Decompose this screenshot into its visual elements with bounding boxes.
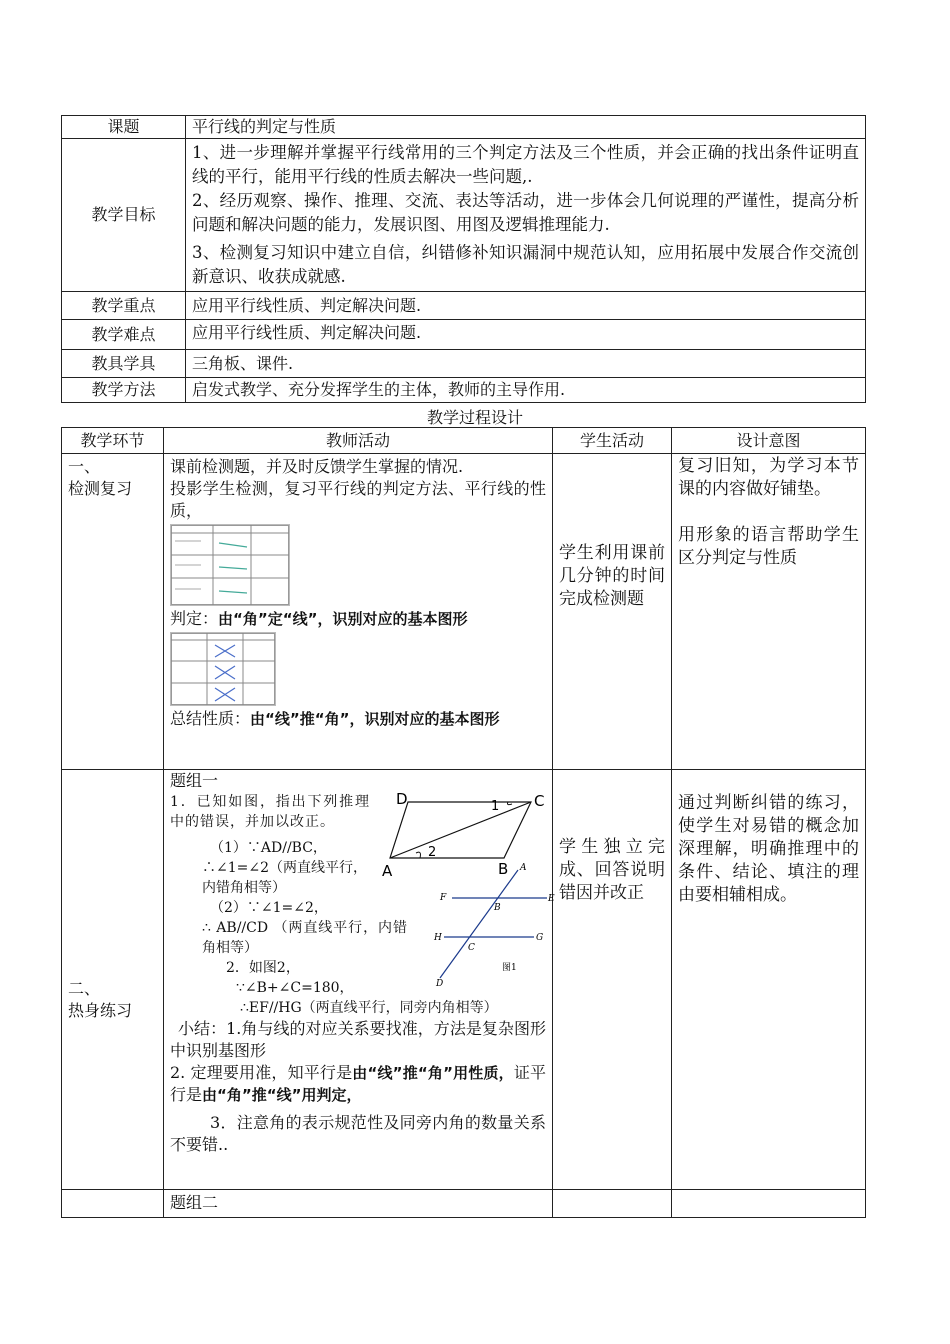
topic-label: 课题: [62, 116, 186, 139]
q2-text: 2．如图2，: [226, 960, 300, 976]
judgement-quiz-thumbnail: [170, 524, 290, 606]
group-1-title: 题组一: [170, 771, 219, 790]
fig2-label-g: G: [536, 933, 544, 943]
tools-label: 教具学具: [62, 350, 186, 378]
row1-text-1: 课前检测题，并及时反馈学生掌握的情况.: [170, 457, 464, 476]
summary-3: 3．注意角的表示规范性及同旁内角的数量关系不要错..: [170, 1113, 546, 1154]
process-title: 教学过程设计: [426, 408, 523, 427]
property-rule: 由“线”推“角”，识别对应的基本图形: [250, 710, 500, 728]
topic-value: 平行线的判定与性质: [186, 116, 866, 139]
key-label: 教学重点: [62, 292, 186, 320]
goal-2: 2、经历观察、操作、推理、交流、表达等活动，进一步体会几何说理的严谨性，提高分析问题和解决问题的能力，发展识图、用图及逻辑推理能力.: [192, 191, 859, 234]
key-value: 应用平行线性质、判定解决问题.: [186, 292, 866, 320]
goals-label: 教学目标: [62, 139, 186, 292]
row1-intent-2: 用形象的语言帮助学生区分判定与性质: [678, 525, 859, 568]
summary-2-bold-2: 由“角”推“线”用判定，: [202, 1086, 362, 1104]
stage-1-name: 检测复习: [68, 479, 133, 498]
summary-2-bold-1: 由“线”推“角”用性质，: [352, 1064, 514, 1082]
method-label: 教学方法: [62, 378, 186, 403]
summary-2-mid: 证平行是: [170, 1063, 546, 1104]
stage-1-number: 一、: [68, 457, 101, 476]
fig1-label-d: D: [396, 792, 408, 808]
fig2-label-b: B: [494, 903, 501, 913]
judge-rule: 由“角”定“线”，识别对应的基本图形: [218, 610, 468, 628]
row1-intent-1: 复习旧知，为学习本节课的内容做好铺垫。: [678, 456, 859, 499]
q1-line-b: ∴∠1=∠2（两直线平行，内错角相等）: [202, 860, 368, 896]
col-stage: 教学环节: [62, 428, 164, 454]
fig1-label-a: A: [382, 862, 393, 880]
q1-line-d: ∴ AB//CD （两直线平行，内错角相等）: [202, 920, 407, 956]
lesson-info-table: [61, 115, 866, 403]
property-quiz-thumbnail: [170, 632, 276, 706]
row1-text-2: 投影学生检测，复习平行线的判定方法、平行线的性质，: [170, 479, 546, 520]
fig2-caption: 图1: [502, 963, 517, 973]
row2-intent: 通过判断纠错的练习，使学生对易错的概念加深理解，明确推理中的条件、结论、填注的理由要相辅相成。: [678, 793, 859, 905]
summary-1: 小结：1.角与线的对应关系要找准，方法是复杂图形中识别基图形: [170, 1019, 546, 1060]
col-teacher: 教师活动: [164, 428, 553, 454]
fig2-label-e: E: [548, 894, 555, 904]
q1-line-c: （2）∵∠1=∠2，: [210, 900, 328, 916]
fig2-label-a: A: [520, 863, 527, 873]
stage-2-number: 二、: [68, 978, 101, 998]
summary-2-pre: 2. 定理要用准，知平行是: [170, 1063, 353, 1082]
fig2-label-h: H: [434, 933, 442, 943]
q1-text: 1．已知如图，指出下列推理中的错误，并加以改正。: [170, 794, 370, 830]
col-intent: 设计意图: [672, 428, 866, 454]
judge-prefix: 判定：: [170, 609, 219, 628]
process-table: [61, 427, 866, 1218]
stage-2-name: 热身练习: [68, 1000, 133, 1020]
col-student: 学生活动: [553, 428, 672, 454]
difficulty-label: 教学难点: [62, 320, 186, 350]
q2-line-a: ∵∠B+∠C=180，: [236, 980, 354, 996]
fig2-label-f: F: [440, 893, 447, 903]
q2-line-b: ∴EF//HG（两直线平行，同旁内角相等）: [240, 1000, 498, 1016]
fig2-label-d: D: [436, 979, 444, 989]
row1-student-activity: 学生利用课前几分钟的时间完成检测题: [559, 542, 665, 609]
goal-3: 3、检测复习知识中建立自信，纠错修补知识漏洞中规范认知，应用拓展中发展合作交流创新意识、收获成就感.: [192, 243, 859, 286]
property-prefix: 总结性质：: [170, 709, 251, 728]
fig1-label-b: B: [498, 860, 509, 878]
fig2-label-c: C: [468, 943, 475, 953]
transversal-figure: [432, 860, 557, 990]
fig1-angle-2: 2: [428, 845, 437, 860]
fig1-angle-1: 1: [491, 799, 500, 814]
method-value: 启发式教学、充分发挥学生的主体，教师的主导作用.: [186, 378, 866, 403]
tools-value: 三角板、课件.: [186, 350, 866, 378]
row2-student-activity: 学生独立完成、回答说明错因并改正: [559, 837, 665, 903]
fig1-label-c: C: [534, 792, 545, 810]
group-2-title: 题组二: [164, 1190, 553, 1218]
difficulty-value: 应用平行线性质、判定解决问题.: [186, 320, 866, 350]
q1-line-a: （1）∵AD//BC，: [210, 840, 327, 856]
goal-1: 1、进一步理解并掌握平行线常用的三个判定方法及三个性质，并会正确的找出条件证明直线的平行，能用平行线的性质去解决一些问题,.: [192, 143, 859, 186]
